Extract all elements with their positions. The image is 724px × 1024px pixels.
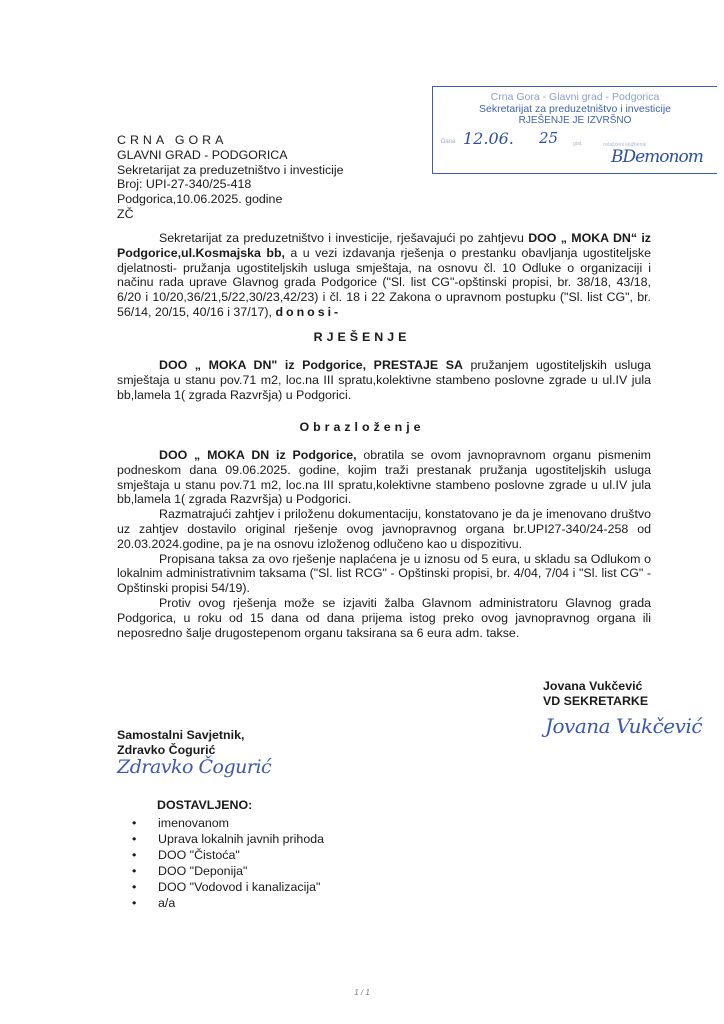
header-initials: ZČ xyxy=(117,206,134,221)
delivered-item: • DOO "Vodovod i kanalizacija" xyxy=(120,879,324,895)
stamp-date-day: 12.06. xyxy=(463,129,514,148)
decision-title: RJEŠENJE xyxy=(313,330,411,344)
reasoning-text-1: obratila se ovom javnopravnom organu pismenim podneskom dana 09.06.2025. godine, kojim traži prestanak pružanja ugostiteljskih usluga smještaja u stanu pov.71 m2, loc.na III spratu,kolektivne stambeno poslovne zgrade u ul.IV jula bb,lamela 1( zgrada Razvršja) u Podgorici. xyxy=(117,448,651,507)
intro-company: DOO „ MOKA DN“ iz Podgorice,ul.Kosmajska bb, xyxy=(117,231,651,260)
signer-name-left: Zdravko Čogurić xyxy=(117,742,216,757)
page-number: 1 / 1 xyxy=(354,988,370,997)
reasoning-title: Obrazloženje xyxy=(299,420,425,434)
delivered-item: • DOO "Deponija" xyxy=(120,863,324,879)
reasoning-paragraph-3: Propisana taksa za ovo rješenje naplaćena je u iznosu od 5 eura, u skladu sa Odlukom o lokalnim administrativnim taksama ("Sl. list RCG" - Opštinski propisi, br. 4/04, 7/04 i "Sl. list CG" - Opštinski propisi 54/19). xyxy=(117,551,651,596)
decision-text: pružanjem ugostiteljskih usluga smještaja u stanu pov.71 m2, loc.na III spratu,kolektivne stambeno poslovne zgrade u ul.IV jula bb,lamela 1( zgrada Razvršja) u Podgorici. xyxy=(117,358,651,402)
delivered-item: • DOO "Čistoća" xyxy=(120,847,324,863)
decision-company: DOO „ MOKA DN" iz Podgorice, PRESTAJE SA xyxy=(159,358,463,372)
stamp-year-suffix: god. xyxy=(573,141,583,147)
reasoning-section xyxy=(117,448,651,640)
document-header xyxy=(117,133,344,222)
intro-text-2: a u vezi izdavanja rješenja o prestanku obavljanja ugostiteljske djelatnosti- pružanja ugostiteljskih usluga smještaja, na osnovu čl. 10 Odluke o organizaciji i načinu rada uprave Glavnog grada Podgorice ("Sl. list CG"-opštinski propisi, br. 38/18, 43/18, 6/20 i 10/20,36/21,5/22,30/23,42/23) i čl. 18 i 22 Zakona o upravnom postupku ("Sl. list CG", br. 56/14, 20/15, 40/16 i 37/17), xyxy=(117,245,651,319)
reasoning-paragraph-4: Protiv ovog rješenja može se izjaviti žalba Glavnom administratoru Glavnog grada Podgorica, u roku od 15 dana od dana prijema istog preko ovog javnopravnog organa ili neposredno šalje drugostepenom organu taksirana sa 6 eura adm. takse. xyxy=(117,595,651,640)
intro-donosi: donosi- xyxy=(275,304,342,319)
signer-title-right: VD SEKRETARKE xyxy=(543,693,649,708)
intro-paragraph xyxy=(117,231,651,320)
reasoning-company: DOO „ MOKA DN iz Podgorice, xyxy=(159,448,357,462)
delivered-label: DOSTAVLJENO: xyxy=(157,798,253,812)
reasoning-paragraph-1 xyxy=(117,448,651,507)
header-place-date: Podgorica,10.06.2025. godine xyxy=(117,192,283,207)
delivered-item: • Uprava lokalnih javnih prihoda xyxy=(120,831,324,847)
signature-block-right xyxy=(543,679,648,709)
stamp-signer-label: ovlašćeni službenik xyxy=(603,142,647,148)
header-city: GLAVNI GRAD - PODGORICA xyxy=(117,147,288,162)
stamp-signature: BDemonom xyxy=(611,147,703,167)
delivered-item: • imenovanom xyxy=(120,815,324,831)
intro-text-1: Sekretarijat za preduzetništvo i investicije, rješavajući po zahtjevu xyxy=(159,231,529,245)
enforceability-stamp xyxy=(432,86,717,174)
header-country: CRNA GORA xyxy=(117,133,228,147)
decision-paragraph xyxy=(117,358,651,402)
stamp-line-1: Crna Gora - Glavni grad - Podgorica xyxy=(490,91,660,103)
stamp-line-2: Sekretarijat za preduzetništvo i investicije xyxy=(478,103,671,115)
reasoning-paragraph-2: Razmatrajući zahtjev i priloženu dokumentaciju, konstatovano je da je imenovano društvo uz zahtjev dostavilo original rješenje ovog javnopravnog organa br.UPI27-340/24-258 od 20.03.2024.godine, pa je na osnovu izloženog odlučeno kao u dispozitivu. xyxy=(117,507,651,551)
delivered-list xyxy=(120,815,324,911)
header-department: Sekretarijat za preduzetništvo i investicije xyxy=(117,162,344,177)
handwritten-signature-right: Jovana Vukčević xyxy=(545,714,703,738)
handwritten-signature-left: Zdravko Čogurić xyxy=(117,756,272,778)
stamp-line-3: RJEŠENJE JE IZVRŠNO xyxy=(518,115,632,126)
stamp-date-year: 25 xyxy=(539,129,559,147)
header-number: Broj: UPI-27-340/25-418 xyxy=(117,177,252,192)
delivered-item: • a/a xyxy=(120,895,324,911)
signer-name-right: Jovana Vukčević xyxy=(543,679,643,693)
stamp-date-label: Dana xyxy=(441,139,456,145)
signature-block-left xyxy=(117,728,244,758)
signer-title-left: Samostalni Savjetnik, xyxy=(117,728,245,742)
